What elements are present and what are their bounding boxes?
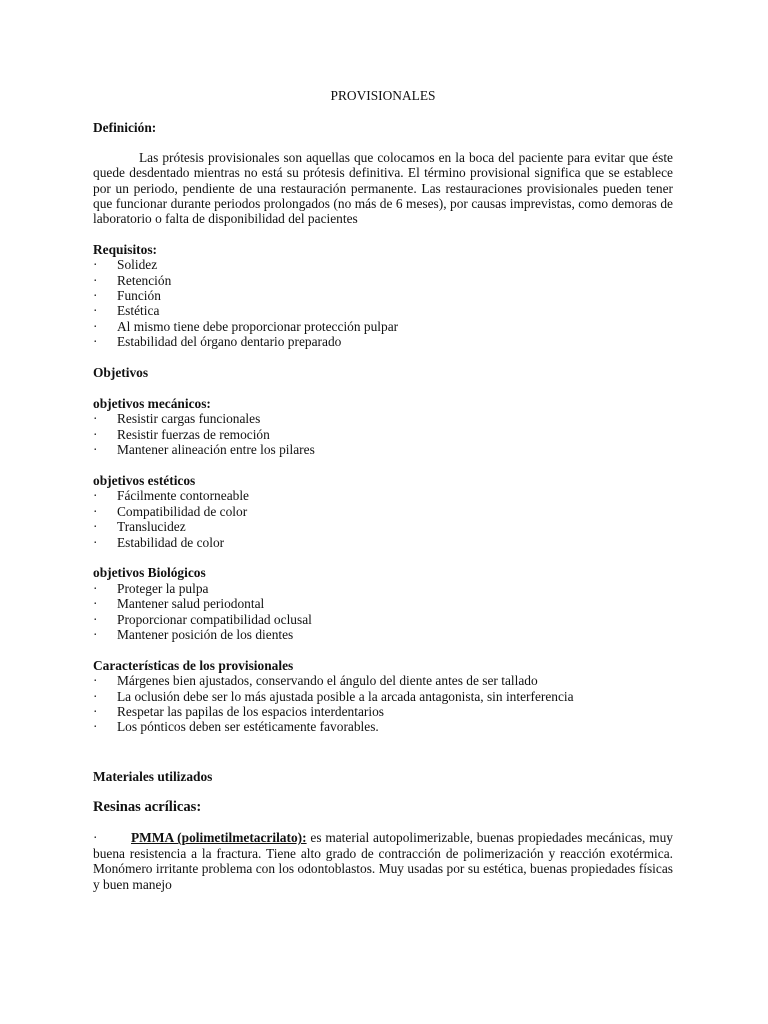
bullet-mark: · <box>93 673 98 689</box>
bullet-mark: · <box>93 519 98 535</box>
esteticos-list <box>93 488 673 550</box>
list-item-text: Solidez <box>117 257 158 273</box>
list-item-text: Estabilidad de color <box>117 534 225 550</box>
bullet-mark: · <box>93 318 98 334</box>
list-item-text: Translucidez <box>117 519 186 535</box>
list-item-text: Retención <box>117 272 172 288</box>
definicion-paragraph <box>93 150 673 227</box>
requisitos-list <box>93 257 673 349</box>
list-item-text: Proteger la pulpa <box>117 580 209 596</box>
list-item <box>93 689 673 704</box>
biologicos-heading: objetivos Biológicos <box>93 565 206 581</box>
materiales-heading: Materiales utilizados <box>93 768 213 784</box>
document-page <box>93 88 673 892</box>
bullet-mark: · <box>93 719 98 735</box>
bullet-mark: · <box>93 488 98 504</box>
list-item-text: Mantener posición de los dientes <box>117 626 294 642</box>
mecanicos-heading: objetivos mecánicos: <box>93 395 211 411</box>
list-item <box>93 303 673 318</box>
document-title: PROVISIONALES <box>330 88 436 103</box>
list-item-text: Mantener salud periodontal <box>117 596 265 612</box>
list-item <box>93 519 673 534</box>
list-item <box>93 612 673 627</box>
list-item-text: Proporcionar compatibilidad oclusal <box>117 611 312 627</box>
list-item <box>93 673 673 688</box>
list-item-text: Estética <box>117 303 160 319</box>
pmma-bullet: · <box>93 830 98 846</box>
bullet-mark: · <box>93 503 98 519</box>
bullet-mark: · <box>93 257 98 273</box>
list-item-text: Resistir cargas funcionales <box>117 411 261 427</box>
bullet-mark: · <box>93 703 98 719</box>
bullet-mark: · <box>93 442 98 458</box>
bullet-mark: · <box>93 534 98 550</box>
list-item-text: Resistir fuerzas de remoción <box>117 426 270 442</box>
list-item-text: Al mismo tiene debe proporcionar protección pulpar <box>117 318 399 334</box>
bullet-mark: · <box>93 303 98 319</box>
list-item-text: Función <box>117 288 161 304</box>
list-item-text: Estabilidad del órgano dentario preparado <box>117 334 342 350</box>
list-item <box>93 504 673 519</box>
bullet-mark: · <box>93 426 98 442</box>
pmma-paragraph <box>93 830 673 892</box>
esteticos-heading: objetivos estéticos <box>93 472 196 488</box>
list-item-text: Los pónticos deben ser estéticamente favorables. <box>117 719 379 735</box>
list-item-text: Respetar las papilas de los espacios interdentarios <box>117 703 384 719</box>
list-item <box>93 627 673 642</box>
bullet-mark: · <box>93 626 98 642</box>
caracteristicas-heading: Características de los provisionales <box>93 657 294 673</box>
bullet-mark: · <box>93 272 98 288</box>
requisitos-heading: Requisitos: <box>93 241 157 257</box>
list-item <box>93 488 673 503</box>
list-item <box>93 581 673 596</box>
list-item <box>93 719 673 734</box>
list-item-text: Mantener alineación entre los pilares <box>117 442 315 458</box>
bullet-mark: · <box>93 688 98 704</box>
list-item-text: Compatibilidad de color <box>117 503 248 519</box>
list-item <box>93 334 673 349</box>
list-item <box>93 288 673 303</box>
resinas-heading: Resinas acrílicas: <box>93 798 202 815</box>
biologicos-list <box>93 581 673 643</box>
list-item <box>93 257 673 272</box>
list-item-text: Márgenes bien ajustados, conservando el ángulo del diente antes de ser tallado <box>117 673 538 689</box>
list-item <box>93 442 673 457</box>
list-item <box>93 411 673 426</box>
definicion-heading: Definición: <box>93 120 157 136</box>
bullet-mark: · <box>93 334 98 350</box>
objetivos-heading: Objetivos <box>93 365 149 381</box>
caracteristicas-list <box>93 673 673 735</box>
pmma-text: es material autopolimerizable, buenas propiedades mecánicas, muy buena resistencia a la fractura. Tiene alto grado de contracción de polimerización y reacción exotérmica. Monómero irritante problema con los odontoblastos. Muy usadas por su estética, buenas propiedades físicas y buen manejo <box>93 830 673 892</box>
bullet-mark: · <box>93 288 98 304</box>
pmma-term: PMMA (polimetilmetacrilato): <box>131 830 307 846</box>
list-item <box>93 535 673 550</box>
bullet-mark: · <box>93 411 98 427</box>
bullet-mark: · <box>93 580 98 596</box>
list-item-text: Fácilmente contorneable <box>117 488 249 504</box>
list-item <box>93 704 673 719</box>
bullet-mark: · <box>93 596 98 612</box>
list-item <box>93 319 673 334</box>
list-item <box>93 427 673 442</box>
list-item-text: La oclusión debe ser lo más ajustada posible a la arcada antagonista, sin interferencia <box>117 688 574 704</box>
bullet-mark: · <box>93 611 98 627</box>
definicion-text: Las prótesis provisionales son aquellas que colocamos en la boca del paciente para evitar que éste quede desdentado mientras no está su prótesis definitiva. El término provisional significa que se establece por un periodo, pendiente de una restauración permanente. Las restauraciones provisionales pueden tener que funcionar durante periodos prolongados (no más de 6 meses), por causas imprevistas, como demoras de laboratorio o falta de disponibilidad del pacientes <box>93 149 673 227</box>
mecanicos-list <box>93 411 673 457</box>
list-item <box>93 596 673 611</box>
list-item <box>93 273 673 288</box>
